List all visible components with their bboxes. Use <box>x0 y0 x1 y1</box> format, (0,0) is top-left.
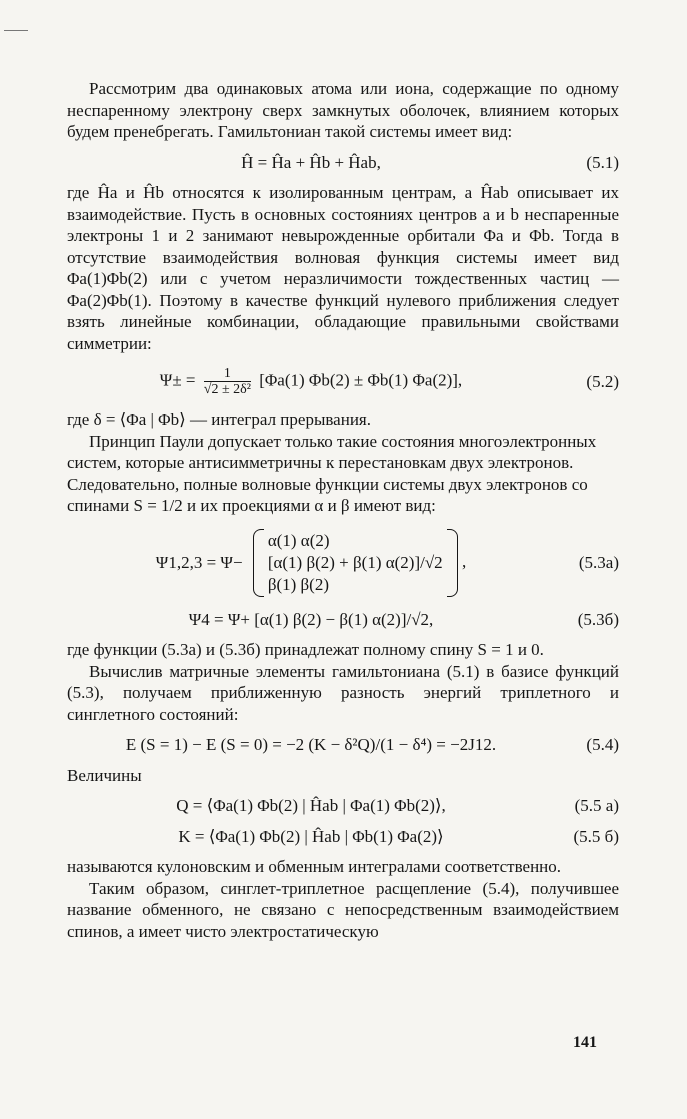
right-brace <box>447 529 458 597</box>
equation-body <box>67 529 555 597</box>
brace-row: [α(1) β(2) + β(1) α(2)]/√2 <box>267 552 443 572</box>
equation-body: K = ⟨Φa(1) Φb(2) | Ĥab | Φb(1) Φa(2)⟩ <box>178 826 444 846</box>
equation-body: E (S = 1) − E (S = 0) = −2 (K − δ²Q)/(1 − δ⁴) = −2J12. <box>125 735 497 754</box>
equation-rhs: [Φa(1) Φb(2) ± Φb(1) Φa(2)], <box>259 370 463 390</box>
equation-number: (5.3a) <box>578 552 619 572</box>
fraction <box>204 366 251 397</box>
brace-row: β(1) β(2) <box>267 574 330 594</box>
equation-tail: , <box>461 551 467 571</box>
equation-5-3b <box>67 609 619 631</box>
paragraph: где функции (5.3a) и (5.3б) принадлежат полному спину S = 1 и 0. <box>67 640 544 659</box>
equation-body: Ĥ = Ĥa + Ĥb + Ĥab, <box>241 152 381 172</box>
left-brace <box>253 529 264 597</box>
equation-number: (5.2) <box>586 371 619 391</box>
paragraph: где Ĥa и Ĥb относятся к изолированным центрам, а Ĥab описывает их взаимодействие. Пусть в основных состояниях центров a и b неспаренные электроны 1 и 2 занимают невырожденные орбитали Φa и Φb. Тогда в отсутствие взаимодействия волновая функция системы имеет вид Φa(1)Φb(2) или с учетом неразличимости тождественных частиц — Φa(2)Φb(1). Поэтому в качестве функций нулевого приближения следует взять линейные комбинации, обладающие правильными свойствами симметрии: <box>67 183 619 353</box>
equation-body: Ψ4 = Ψ+ [α(1) β(2) − β(1) α(2)]/√2, <box>188 609 434 629</box>
equation-number: (5.3б) <box>577 609 619 629</box>
paragraph: Принцип Паули допускает только такие состояния многоэлектронных систем, которые антисимметричны к перестановкам двух электронов. Следовательно, полные волновые функции системы двух электронов со спинами S = 1/2 и их проекциями α и β имеют вид: <box>67 431 597 515</box>
paragraph: Вычислив матричные элементы гамильтониана (5.1) в базисе функций (5.3), получаем приближенную разность энергий триплетного и синглетного состояний: <box>67 661 619 724</box>
equation-number: (5.1) <box>586 152 619 172</box>
equation-number: (5.5 б) <box>573 826 619 846</box>
equation-body: Q = ⟨Φa(1) Φb(2) | Ĥab | Φa(1) Φb(2)⟩, <box>176 796 446 815</box>
equation-5-2 <box>67 366 619 397</box>
equation-lhs: Ψ1,2,3 = Ψ− <box>155 552 243 572</box>
brace-rows <box>264 529 447 597</box>
equation-5-5b <box>67 826 619 848</box>
equation-5-5a <box>67 795 619 817</box>
equation-number: (5.5 a) <box>574 796 619 815</box>
paragraph: Величины <box>67 765 142 785</box>
brace-group <box>253 529 458 597</box>
equation-body <box>67 366 555 397</box>
page-number: 141 <box>573 1034 597 1051</box>
brace-row: α(1) α(2) <box>267 530 330 550</box>
fraction-numerator: 1 <box>204 366 251 382</box>
equation-5-4 <box>67 734 619 756</box>
text-column <box>67 78 619 942</box>
paragraph: называются кулоновским и обменным интегралами соответственно. <box>67 857 562 876</box>
equation-number: (5.4) <box>586 735 619 754</box>
corner-mark <box>4 30 28 31</box>
paragraph: Рассмотрим два одинаковых атома или иона, содержащие по одному неспаренному электрону сверх замкнутых оболочек, влиянием которых будем пренебрегать. Гамильтониан такой системы имеет вид: <box>67 79 619 141</box>
fraction-denominator: √2 ± 2δ² <box>203 382 251 397</box>
paragraph: Таким образом, синглет-триплетное расщепление (5.4), получившее название обменного, не связано с непосредственным взаимодействием спинов, а имеет чисто электростатическую <box>67 878 619 941</box>
paragraph: где δ = ⟨Φa | Φb⟩ — интеграл прерывания. <box>67 410 371 429</box>
equation-5-1 <box>67 152 619 174</box>
equation-5-3a <box>67 529 619 597</box>
equation-lhs: Ψ± = <box>159 370 196 390</box>
